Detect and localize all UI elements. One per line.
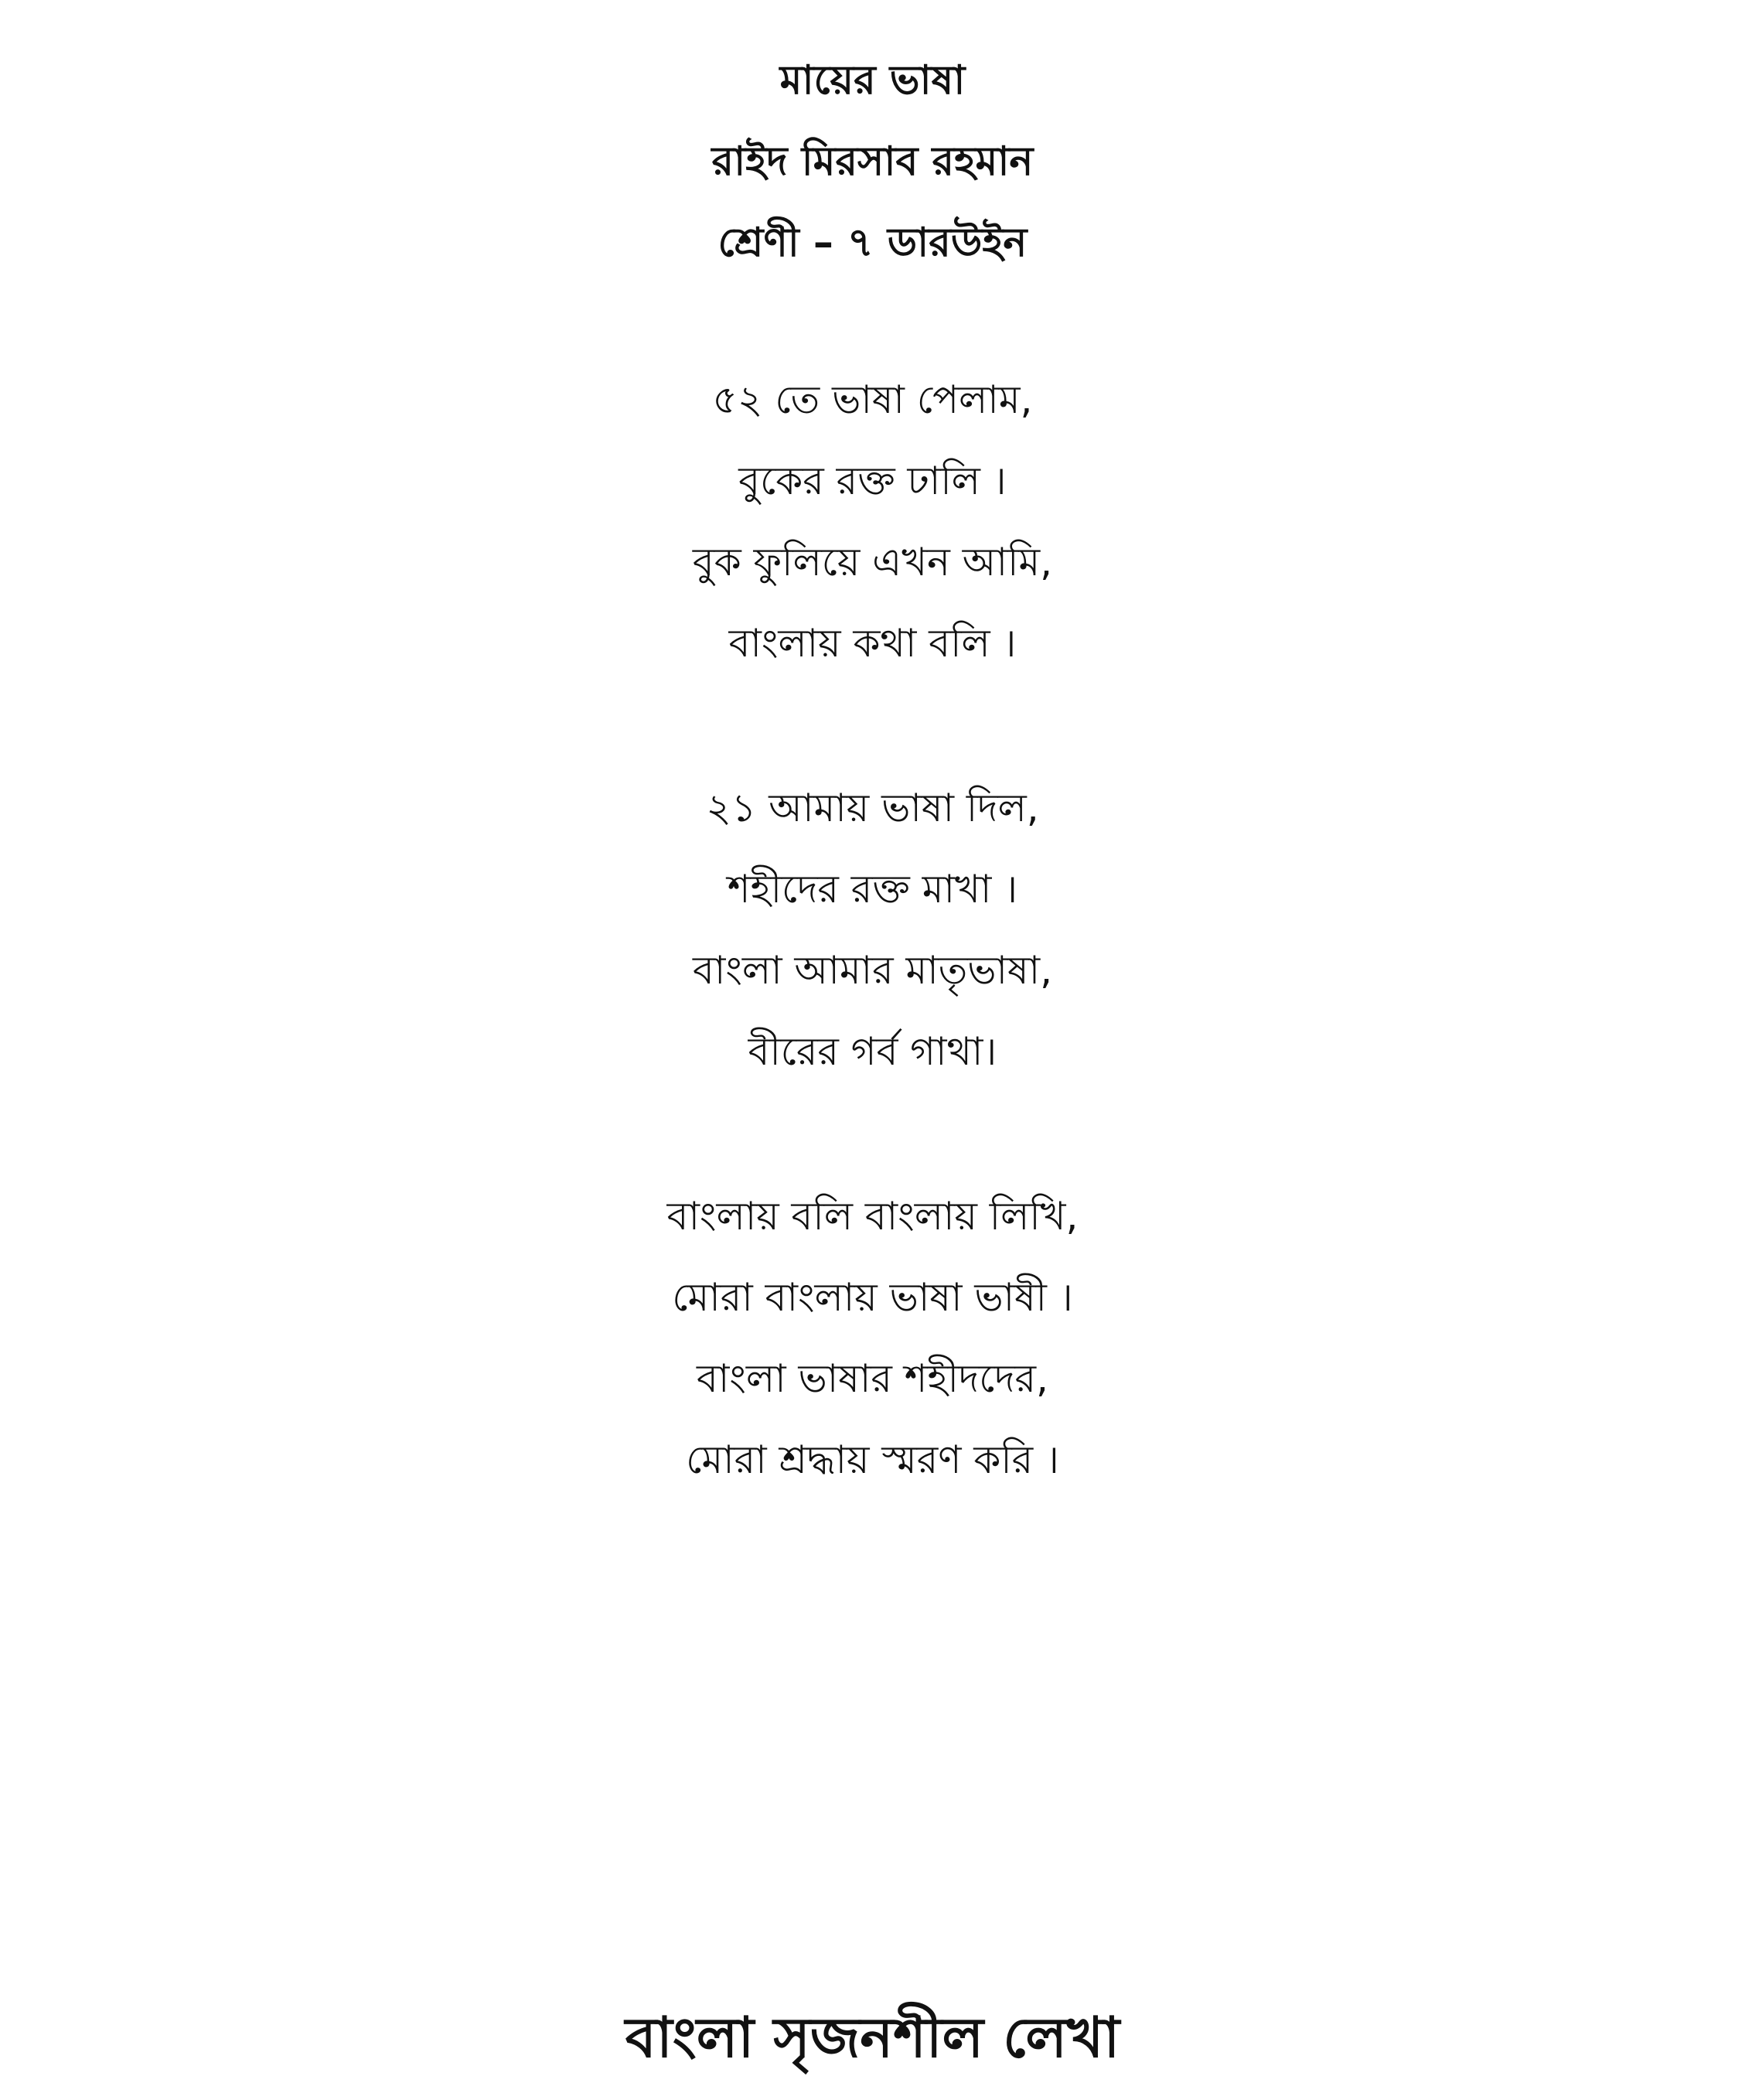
poem-line: বুকের রক্ত ঢালি ।	[738, 459, 1007, 503]
poem-line: বীরের গর্ব গাথা।	[748, 1029, 997, 1074]
stanza-1	[0, 360, 1745, 684]
poem-header	[0, 40, 1745, 284]
poem-line: বাংলা আমার মাতৃভাষা,	[693, 948, 1052, 993]
poem-line: ২১ আমায় ভাষা দিল,	[706, 786, 1039, 830]
stanza-3	[0, 1176, 1745, 1501]
page-footer-caption: বাংলা সৃজনশীল লেখা	[625, 2005, 1120, 2070]
author-name: রাইদ মিরসাব রহমান	[711, 138, 1034, 185]
poem-line: বুক ফুলিয়ে এখন আমি,	[692, 540, 1053, 585]
poem-line: মোরা বাংলায় ভাষা ভাষী ।	[672, 1275, 1073, 1320]
stanza-2	[0, 768, 1745, 1093]
author-class: শ্রেণী – ৭ ডারউইন	[717, 220, 1028, 266]
poem-line: বাংলা ভাষার শহীদদের,	[697, 1356, 1048, 1401]
poem-line: বাংলায় কথা বলি ।	[728, 621, 1017, 666]
poem-line: শহীদের রক্ত মাখা ।	[727, 867, 1018, 912]
poem-line: ৫২ তে ভাষা পেলাম,	[712, 377, 1033, 422]
poem-line: মোরা শ্রদ্ধায় স্মরণ করি ।	[686, 1437, 1059, 1482]
poem-title: মায়ের ভাষা	[779, 57, 966, 104]
poem-line: বাংলায় বলি বাংলায় লিখি,	[666, 1194, 1079, 1239]
